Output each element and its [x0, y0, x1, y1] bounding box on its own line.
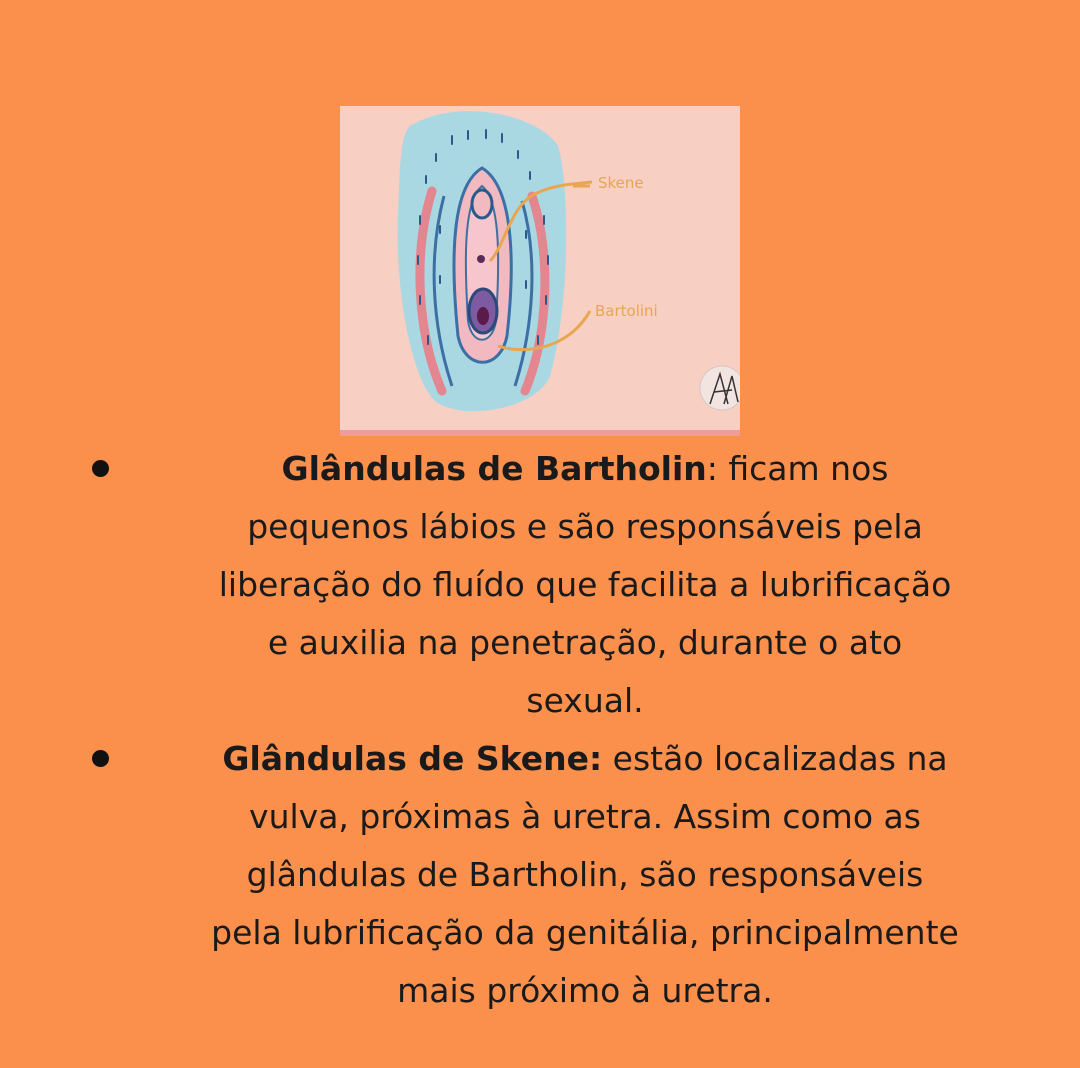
body-line: pequenos lábios e são responsáveis pela: [247, 507, 923, 546]
bartholin-label: Bartolini: [595, 302, 658, 320]
bullet-icon: [92, 460, 109, 477]
signature-mark: [700, 366, 740, 410]
clitoris: [472, 190, 492, 218]
first-line: [130, 730, 1040, 788]
body-line: mais próximo à uretra.: [397, 971, 773, 1010]
vulva-diagram: [340, 106, 740, 436]
list-item-skene: [80, 730, 1040, 1020]
urethra: [477, 255, 485, 263]
vulva-gland-illustration: [340, 106, 740, 436]
body-line: vulva, próximas à uretra. Assim como as: [249, 797, 921, 836]
term-bartholin: Glândulas de Bartholin: [281, 449, 707, 488]
intro-text: estão localizadas na: [602, 739, 948, 778]
first-line: [130, 440, 1040, 498]
gland-list: [80, 440, 1040, 1020]
term-skene: Glândulas de Skene:: [222, 739, 603, 778]
intro-text: : ficam nos: [706, 449, 889, 488]
body-line: e auxilia na penetração, durante o ato: [267, 623, 903, 662]
body-line: liberação do fluído que facilita a lubrificação: [218, 565, 952, 604]
body-line: sexual.: [526, 681, 644, 720]
body-line: pela lubrificação da genitália, principalmente: [211, 913, 959, 952]
bullet-icon: [92, 750, 109, 767]
body-line: glândulas de Bartholin, são responsáveis: [246, 855, 924, 894]
list-item-bartholin: [80, 440, 1040, 730]
figure-bottom-strip: [340, 430, 740, 436]
skene-label: Skene: [598, 174, 644, 192]
